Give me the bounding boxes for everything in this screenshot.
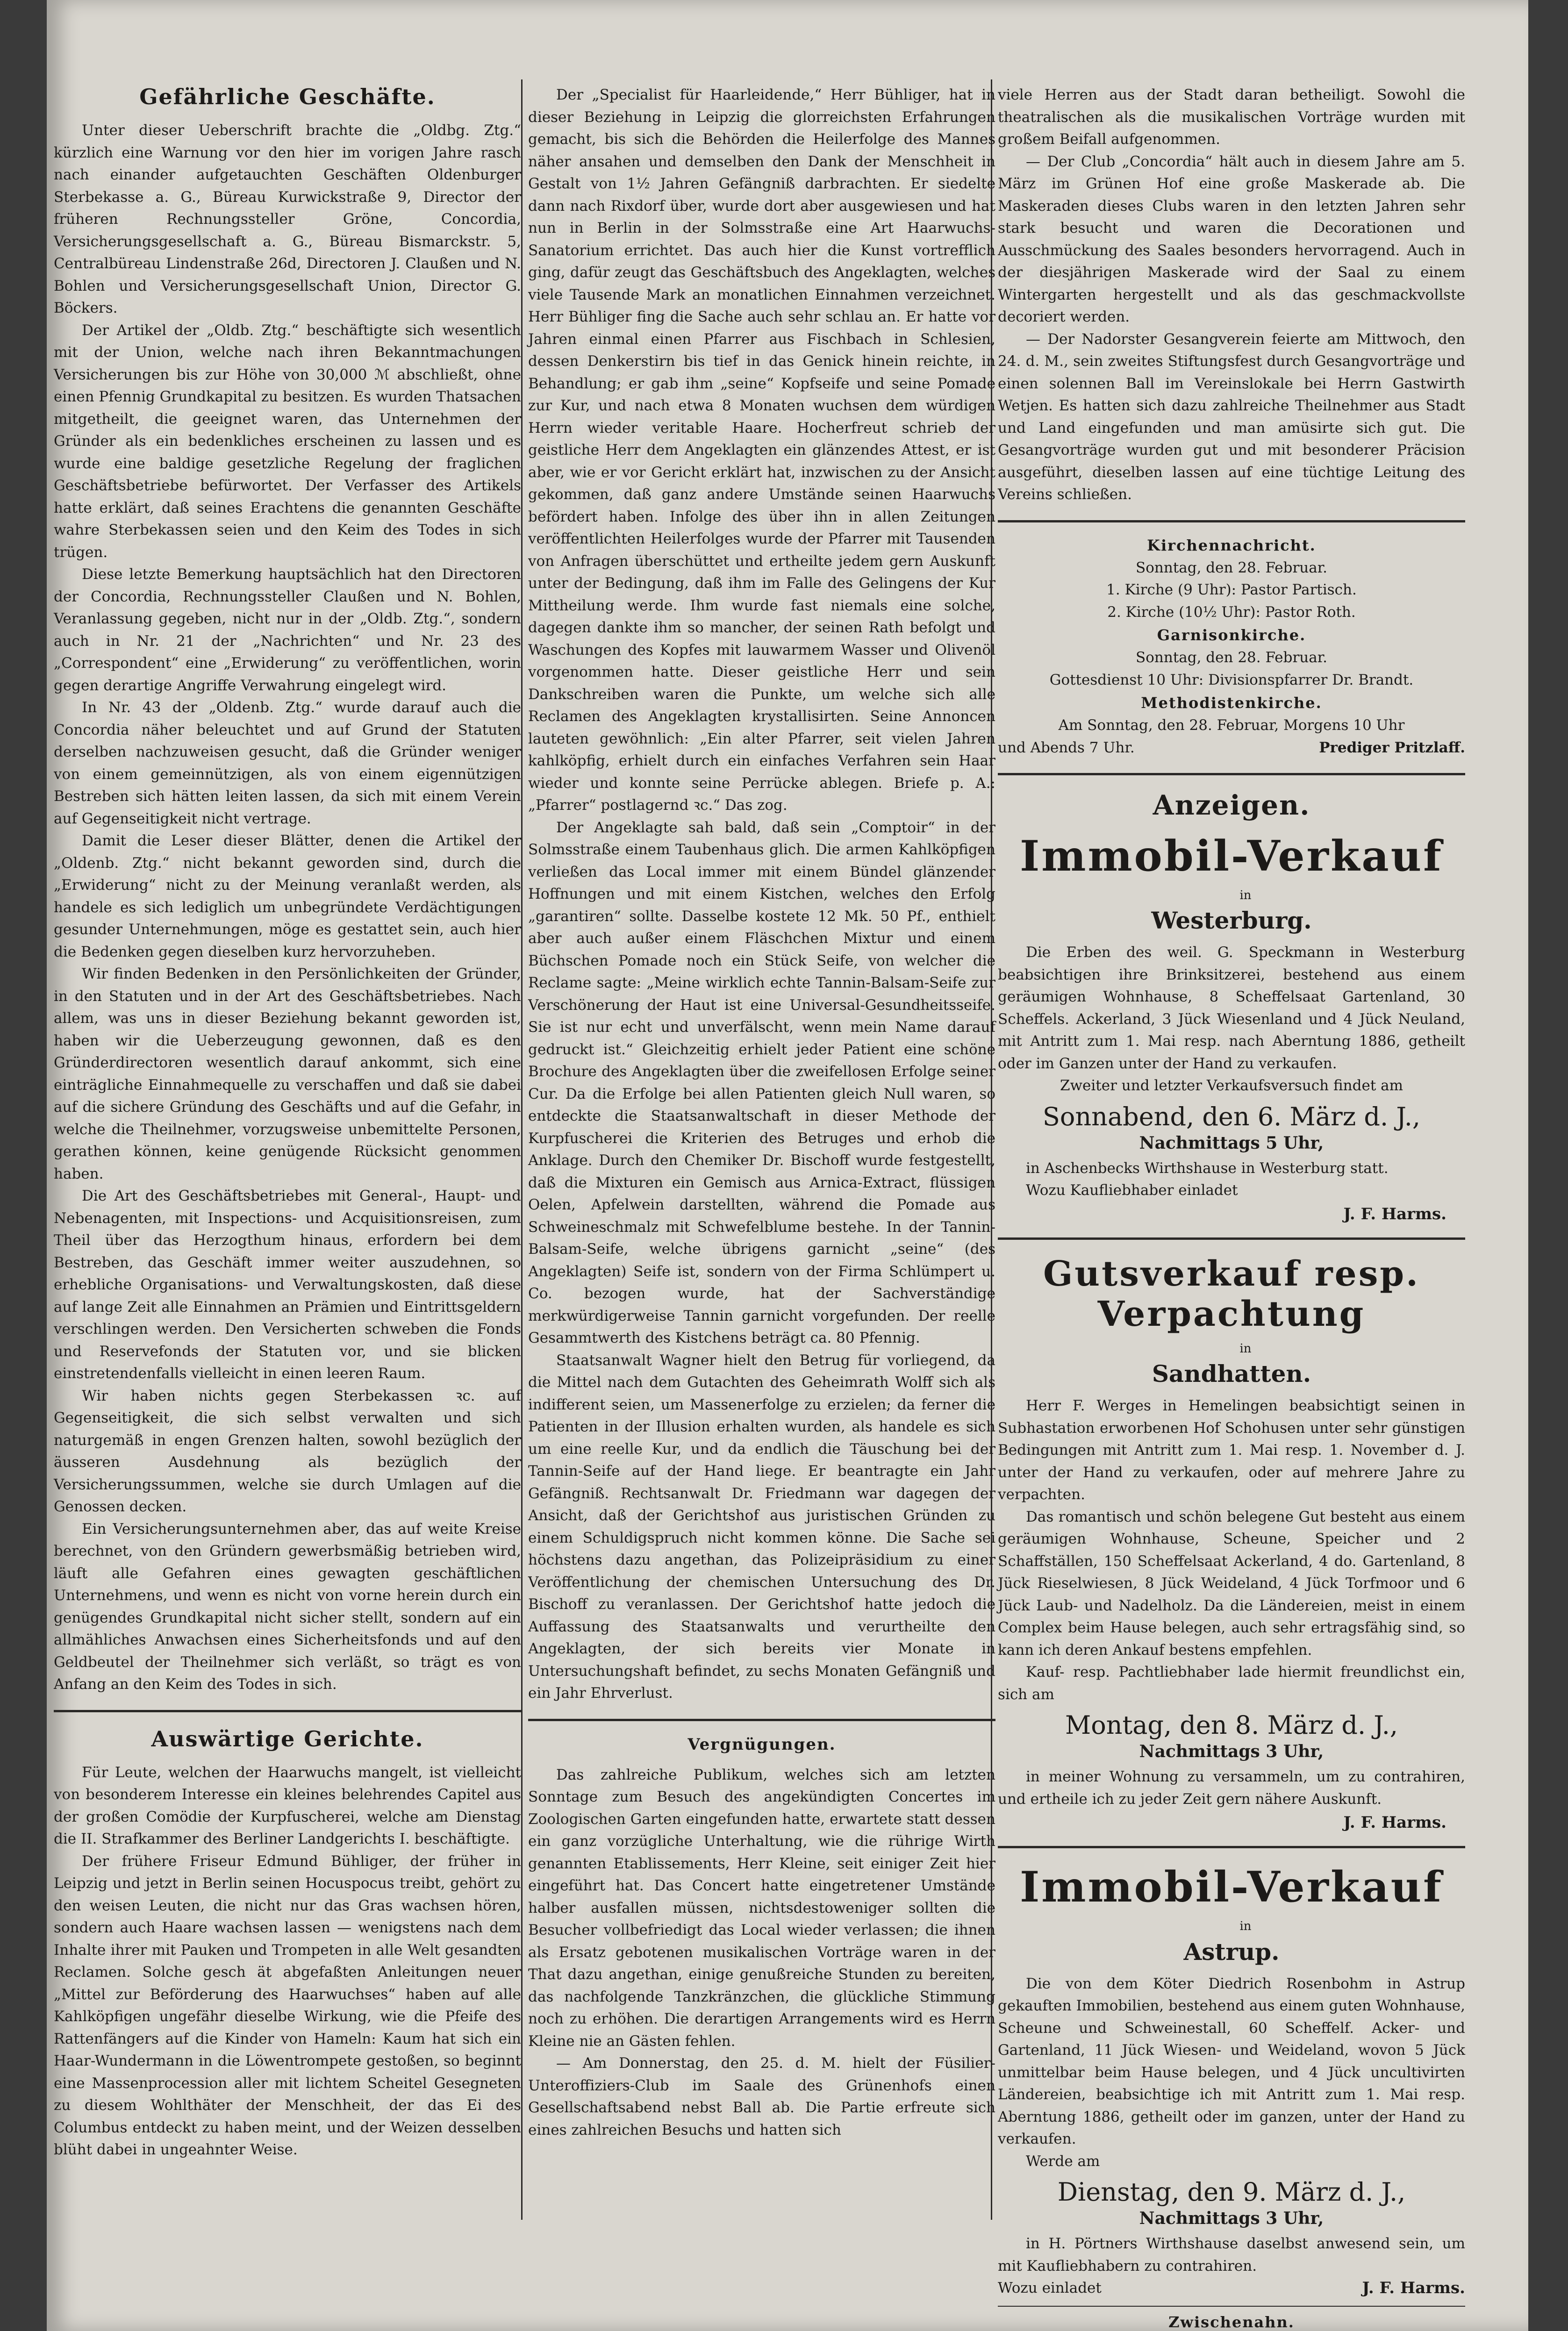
article-paragraph: Staatsanwalt Wagner hielt den Betrug für vorliegend, da die Mittel nach dem Gutachten des Geheimrath Wolff sich als indifferent seien, um Massenerfolge zu erzielen; da ferner die Patienten in der Illusion erhalten wurden, als handele es sich um eine reelle Kur, und da endlich die Täuschung bei der Tannin-Seife auf der Hand liege. Er beantragte ein Jahr Gefängniß. Rechtsanwalt Dr. Friedmann war dagegen der Ansicht, daß der Gerichtshof aus juristischen Gründen zu einem Schuldigspruch nicht kommen könne. Die Sache sei höchstens dazu angethan, das Polizeipräsidium zu einer Veröffentlichung der chemischen Untersuchung des Dr. Bischoff zu veranlassen. Der Gerichtshof hatte jedoch die Auffassung des Staatsanwalts und verurtheilte den Angeklagten, der sich bereits vier Monate in Untersuchungshaft befindet, zu sechs Monaten Gefängniß und ein Jahr Ehrverlust.: [528, 1351, 995, 1702]
article-paragraph: Wir haben nichts gegen Sterbekassen ꝛc. auf Gegenseitigkeit, die sich selbst verwalten und sich naturgemäß in engen Grenzen halten, sowohl bezüglich der äusseren Ausdehnung als bezüglich der Versicherungssummen, welche sie durch Umlagen auf die Genossen decken.: [54, 1387, 521, 1515]
ad-zwischenahn: [998, 2313, 1465, 2331]
ad-place: Westerburg.: [1151, 907, 1312, 934]
church-title: Methodistenkirche.: [1141, 694, 1322, 712]
ad-time: Nachmittags 3 Uhr,: [1139, 2209, 1324, 2228]
ad-text: in Aschenbecks Wirthshause in Westerburg statt.: [1026, 1159, 1389, 1177]
ad-text: Die Erben des weil. G. Speckmann in Westerburg beabsichtigen ihre Brinksitzerei, bestehend aus einem geräumigen Wohnhause, 8 Scheffelsaat Gartenland, 30 Scheffels. Ackerland, 3 Jück Wiesenland und 4 Jück Neuland, mit Antritt zum 1. Mai resp. nach Aberntung 1886, getheilt oder im Ganzen unter der Hand zu verkaufen.: [998, 944, 1465, 1072]
ad-gutsverkauf-sandhatten: [998, 1254, 1465, 1832]
ad-immobil-westerburg: [998, 831, 1465, 1223]
article-paragraph: viele Herren aus der Stadt daran betheiligt. Sowohl die theatralischen als die musikalischen Vorträge wurden mit großem Beifall aufgenommen.: [998, 86, 1465, 148]
newspaper-page: [47, 0, 1528, 2331]
church-date: Sonntag, den 28. Februar.: [1135, 559, 1328, 576]
church-line: Gottesdienst 10 Uhr: Divisionspfarrer Dr. Brandt.: [1049, 671, 1414, 688]
ad-signature: J. F. Harms.: [1362, 2279, 1465, 2297]
ad-date: Sonnabend, den 6. März d. J.,: [1042, 1101, 1421, 1131]
article-paragraph: Ein Versicherungsunternehmen aber, das auf weite Kreise berechnet, von den Gründern gewerbsmäßig betrieben wird, läuft alle Gefahren eines gewagten geschäftlichen Unternehmens, und wenn es nicht von vorne herein durch ein genügendes Grundkapital nicht sicher stellt, sondern auf ein allmähliches Anwachsen eines Sicherheitsfonds und auf den Geldbeutel der Theilnehmer sich verläßt, so trägt es von Anfang an den Keim des Todes in sich.: [54, 1520, 521, 1693]
column-2: [528, 84, 995, 2141]
church-line: 2. Kirche (10½ Uhr): Pastor Roth.: [1107, 603, 1356, 621]
ad-place: Sandhatten.: [1152, 1360, 1311, 1387]
column-3: [998, 84, 1465, 2331]
article-paragraph: Das zahlreiche Publikum, welches sich am letzten Sonntage zum Besuch des angekündigten Concertes im Zoologischen Garten eingefunden hatte, erwartete statt dessen ein ganz vorzügliche Unterhaltung, wie die rührige Wirth genannten Etablissements, Herr Kleine, seit einiger Zeit hier eingeführt hat. Das Concert hatte eingetretener Umstände halber ausfallen müssen, nichtsdestoweniger sollten die Besucher vollbefriedigt das Local wieder verlassen; die ihnen als Ersatz gebotenen musikalischen Vorträge waren in der That dazu angethan, einige genußreiche Stunden zu bereiten, das nachfolgende Tanzkränzchen, die glückliche Stimmung noch zu erhöhen. Die derartigen Arrangements wird es Herrn Kleine nie an Gästen fehlen.: [528, 1766, 995, 2050]
article-paragraph: Die Art des Geschäftsbetriebes mit General-, Haupt- und Nebenagenten, mit Inspections- und Acquisitionsreisen, zum Theil über das Herzogthum hinaus, erfordern bei dem Bestreben, das Geschäft immer weiter auszudehnen, so erhebliche Organisations- und Verwaltungskosten, daß diese auf lange Zeit alle Einnahmen an Prämien und Eintrittsgeldern verschlingen werden. Den Versicherten schweben die Fonds und Reservefonds der Statuten vor, und sie blicken einstretendenfalls vielleicht in einen leeren Raum.: [54, 1187, 521, 1382]
ad-signature: J. F. Harms.: [1343, 1813, 1446, 1832]
ad-time: Nachmittags 3 Uhr,: [1139, 1742, 1324, 1761]
article-paragraph: — Der Nadorster Gesangverein feierte am Mittwoch, den 24. d. M., sein zweites Stiftungsfest durch Gesangvorträge und einen solennen Ball im Vereinslokale bei Herrn Gastwirth Wetjen. Es hatten sich dazu zahlreiche Theilnehmer aus Stadt und Land eingefunden und man amüsirte sich gut. Die Gesangvorträge wurden gut und mit besonderer Präcision ausgeführt, dieselben lassen auf eine tüchtige Leitung des Vereins schließen.: [998, 330, 1465, 503]
column-rule: [521, 79, 523, 2220]
article-paragraph: Diese letzte Bemerkung hauptsächlich hat den Directoren der Concordia, Rechnungssteller Claußen und N. Bohlen, Veranlassung gegeben, nicht nur in der „Oldb. Ztg.“, sondern auch in Nr. 21 der „Nachrichten“ und Nr. 23 des „Correspondent“ eine „Erwiderung“ zu veröffentlichen, worin gegen derartige Angriffe Verwahrung eingelegt wird.: [54, 566, 521, 694]
article-title: Auswärtige Gerichte.: [151, 1726, 424, 1752]
section-rule: [528, 1719, 995, 1721]
ad-in: in: [1239, 1919, 1252, 1933]
ad-in: in: [1239, 1341, 1252, 1356]
ad-text: Wozu Kaufliebhaber einladet: [1026, 1182, 1238, 1199]
ads-heading: Anzeigen.: [1153, 789, 1310, 821]
church-preacher: Prediger Pritzlaff.: [1319, 739, 1465, 756]
article-paragraph: Damit die Leser dieser Blätter, denen die Artikel der „Oldenb. Ztg.“ nicht bekannt geworden sind, durch die „Erwiderung“ nicht zu der Meinung veranlaßt werden, als handele es sich lediglich um unbegründete Verdächtigungen gesunder Unternehmungen, möge es gestattet sein, auch hier die Bedenken gegen dieselben kurz hervorzuheben.: [54, 832, 521, 960]
ad-text: Wozu einladet: [998, 2280, 1102, 2296]
section-rule: [998, 520, 1465, 522]
article-paragraph: Der Angeklagte sah bald, daß sein „Comptoir“ in der Solmsstraße einem Taubenhaus glich. Die armen Kahlköpfigen verließen das Local immer mit einem Bündel glänzender Hoffnungen und mit einem Kistchen, welches den Erfolg „garantiren“ sollte. Dasselbe kostete 12 Mk. 50 Pf., enthielt aber auch außer einem Fläschchen Mixtur und einem Büchschen Pomade noch ein Stück Seife, von welcher die Reclame sagte: „Meine wirklich echte Tannin-Balsam-Seife zur Verschönerung der Haut ist eine Universal-Gesundheitsseife. Sie ist nur echt und unverfälscht, wenn mein Name darauf gedruckt ist.“ Gleichzeitig erhielt jeder Patient eine schöne Brochure des Angeklagten über die zweifellosen Erfolge seiner Cur. Da die Erfolge bei allen Patienten gleich Null waren, so entdeckte die Staatsanwaltschaft in dieser Methode der Kurpfuscherei die Kriterien des Betruges und erhob die Anklage. Durch den Chemiker Dr. Bischoff wurde festgestellt, daß die Mixturen ein Gemisch aus Arnica-Extract, flüssigen Oelen, Apfelwein darstellten, während die Pomade aus Schweineschmalz mit Schwefelblume bestehe. In der Tannin-Balsam-Seife, welche übrigens garnicht „seine“ (des Angeklagten) Seife ist, sondern von der Firma Schlümpert u. Co. bezogen wurde, hat der Sachverständige merkwürdigerweise Tannin garnicht vorgefunden. Der reelle Gesammtwerth des Kistchens beträgt ca. 80 Pfennig.: [528, 819, 995, 1346]
ad-time: Nachmittags 5 Uhr,: [1139, 1133, 1324, 1153]
ad-text: in meiner Wohnung zu versammeln, um zu contrahiren, und ertheile ich zu jeder Zeit gern nähere Auskunft.: [998, 1768, 1465, 1808]
church-notices: [998, 536, 1465, 759]
ad-in: in: [1239, 888, 1252, 902]
church-line: Am Sonntag, den 28. Februar, Morgens 10 Uhr: [1058, 717, 1405, 734]
article-paragraph: Für Leute, welchen der Haarwuchs mangelt, ist vielleicht von besonderem Interesse ein kleines belehrendes Capitel aus der großen Comödie der Kurpfuscherei, welche am Dienstag die II. Strafkammer des Berliner Landgerichts I. beschäftigte.: [54, 1764, 521, 1847]
article-paragraph: — Am Donnerstag, den 25. d. M. hielt der Füsilier-Unteroffiziers-Club im Saale des Grünenhofs einen Gesellschaftsabend nebst Ball ab. Die Partie erfreute sich eines zahlreichen Besuchs und hatten sich: [528, 2055, 995, 2138]
article-title: Gefährliche Geschäfte.: [139, 84, 436, 109]
section-rule: [998, 773, 1465, 775]
ad-text: Zweiter und letzter Verkaufsversuch findet am: [1060, 1077, 1403, 1094]
article-paragraph: Unter dieser Ueberschrift brachte die „Oldbg. Ztg.“ kürzlich eine Warnung vor den hier im vorigen Jahre rasch nach einander aufgetauchten Geschäften Oldenburger Sterbekasse a. G., Büreau Kurwickstraße 9, Director der früheren Rechnungssteller Gröne, Concordia, Versicherungsgesellschaft a. G., Büreau Bismarckstr. 5, Centralbüreau Lindenstraße 26d, Directoren J. Claußen und N. Bohlen und Versicherungsgesellschaft Union, Director G. Böckers.: [54, 122, 521, 316]
ad-text: Herr F. Werges in Hemelingen beabsichtigt seinen in Subhastation erworbenen Hof Schohusen unter sehr günstigen Bedingungen mit Antritt zum 1. Mai resp. 1. November d. J. unter der Hand zu verkaufen, oder auf mehrere Jahre zu verpachten.: [998, 1397, 1465, 1503]
ad-date: Montag, den 8. März d. J.,: [1065, 1710, 1398, 1740]
article-paragraph: In Nr. 43 der „Oldenb. Ztg.“ wurde darauf auch die Concordia näher beleuchtet und auf Grund der Statuten derselben nachzuweisen gesucht, daß die Gründer weniger von einem gemeinnützigen, als von einem eigennützigen Bestreben sich hätten leiten lassen, da sich mit einem Verein auf Gegenseitigkeit nicht vertrage.: [54, 699, 521, 827]
ad-text: in H. Pörtners Wirthshause daselbst anwesend sein, um mit Kaufliebhabern zu contrahiren.: [998, 2235, 1465, 2274]
section-title: Vergnügungen.: [687, 1735, 836, 1754]
article-paragraph: — Der Club „Concordia“ hält auch in diesem Jahre am 5. März im Grünen Hof eine große Maskerade ab. Die Maskeraden dieses Clubs waren in den letzten Jahren sehr stark besucht und waren die Decorationen und Ausschmückung des Saales besonders hervorragend. Auch in der diesjährigen Maskerade wird der Saal zu einem Wintergarten hergestellt und als das geschmackvollste decoriert werden.: [998, 153, 1465, 325]
ad-place: Zwischenahn.: [1168, 2313, 1295, 2331]
church-title: Garnisonkirche.: [1157, 626, 1306, 644]
section-rule: [998, 1846, 1465, 1848]
church-title: Kirchennachricht.: [1147, 536, 1316, 554]
church-line: 1. Kirche (9 Uhr): Pastor Partisch.: [1106, 581, 1357, 598]
article-paragraph: Der Artikel der „Oldb. Ztg.“ beschäftigte sich wesentlich mit der Union, welche nach ihren Bekanntmachungen Versicherungen bis zur Höhe von 30,000 ℳ abschließt, ohne einen Pfennig Grundkapital zu besitzen. Es wurden Thatsachen mitgetheilt, die geeignet waren, das Unternehmen der Gründer als ein bedenkliches erscheinen zu lassen und es wurde eine baldige gesetzliche Regelung der fraglichen Geschäftsbetriebe befürwortet. Der Verfasser des Artikels hatte erklärt, daß seines Erachtens die genannten Geschäfte wahre Sterbekassen seien und den Keim des Todes in sich trügen.: [54, 322, 522, 561]
article-paragraph: Der „Specialist für Haarleidende,“ Herr Bühliger, hat in dieser Beziehung in Leipzig die glorreichsten Erfahrungen gemacht, bis sich die Behörden die Heilerfolge des Mannes näher ansahen und demselben den Dank der Menschheit in Gestalt von 1½ Jahren Gefängniß darbrachten. Er siedelte dann nach Rixdorf über, wurde dort aber ausgewiesen und hat nun in Berlin in der Solmsstraße eine Art Haarwuchs-Sanatorium errichtet. Das auch hier die Kunst vortrefflich ging, dafür zeugt das Geschäftsbuch des Angeklagten, welches viele Tausende Mark an monatlichen Einnahmen verzeichnet. Herr Bühliger fing die Sache auch sehr schlau an. Er hatte vor Jahren einmal einen Pfarrer aus Fischbach in Schlesien, dessen Denkerstirn bis tief in das Genick hinein reichte, in Behandlung; er gab ihm „seine“ Kopfseife und seine Pomade zur Kur, und nach etwa 8 Monaten wuchsen dem würdigen Herrn wieder veritable Haare. Hocherfreut schrieb der geistliche Herr dem Angeklagten ein glänzendes Attest, er ist aber, wie er vor Gericht erklärt hat, inzwischen zu der Ansicht gekommen, daß ganz andere Umstände seinen Haarwuchs befördert haben. Infolge des über ihn in allen Zeitungen veröffentlichten Heilerfolges wurde der Pfarrer mit Tausenden von Anfragen überschüttet und ertheilte jedem gern Auskunft unter der Bedingung, daß ihm im Falle des Gelingens der Kur Mittheilung werde. Ihm wurde fast niemals eine solche, dagegen dankte ihm so mancher, der seinen Rath befolgt und Waschungen des Kopfes mit lauwarmem Wasser und Olivenöl vorgenommen hatte. Dieser geistliche Herr und sein Dankschreiben waren die Punkte, um welche sich alle Reclamen des Angeklagten krystallisirten. Seine Annoncen lauteten gewöhnlich: „Ein alter Pfarrer, seit vielen Jahren kahlköpfig, erhielt durch ein einfaches Verfahren sein Haar wieder und konnte seine Perrücke ablegen. Briefe p. A.: „Pfarrer“ postlagernd ꝛc.“ Das zog.: [528, 86, 995, 814]
ad-text: Das romantisch und schön belegene Gut besteht aus einem geräumigen Wohnhause, Scheune, Speicher und 2 Schaffställen, 150 Scheffelsaat Ackerland, 4 do. Gartenland, 8 Jück Rieselwiesen, 8 Jück Weideland, 4 Jück Torfmoor und 6 Jück Laub- und Nadelholz. Da die Ländereien, meist in einem Complex beim Hause belegen, auch sehr ertragsfähig sind, so kann ich deren Ankauf bestens empfehlen.: [998, 1508, 1465, 1659]
article-paragraph: Der frühere Friseur Edmund Bühliger, der früher in Leipzig und jetzt in Berlin seinen Hocuspocus treibt, gehört zu den weisen Leuten, die nicht nur das Gras wachsen hören, sondern auch Haare wachsen lassen — wenigstens nach dem Inhalte ihrer mit Pauken und Trompeten in alle Welt gesandten Reclamen. Solche gesch ät abgefaßten Anleitungen neuer „Mittel zur Beförderung des Haarwuchses“ haben auf alle Kahlköpfigen ungefähr dieselbe Wirkung, wie die Pfeife des Rattenfängers auf die Kinder von Hameln: Kaum hat sich ein Haar-Wundermann in die Löwentrompete gestoßen, so beginnt eine Massenprocession aller mit lichtem Scheitel Gesegneten zu diesem Wohlthäter der Menschheit, der das Ei des Columbus entdeckt zu haben meint, und der Weizen desselben blüht dabei in ungeahnter Weise.: [54, 1852, 521, 2158]
ad-title: Immobil-Verkauf: [1020, 831, 1443, 881]
ad-title: Gutsverkauf resp. Verpachtung: [1043, 1253, 1420, 1334]
church-row: [998, 737, 1465, 759]
ad-text: Werde am: [1026, 2152, 1100, 2170]
section-rule: [54, 1710, 521, 1712]
ad-signature: J. F. Harms.: [1343, 1204, 1446, 1223]
column-1: [54, 84, 521, 2161]
article-paragraph: Wir finden Bedenken in den Persönlichkeiten der Gründer, in den Statuten und in der Art des Geschäftsbetriebes. Nach allem, was uns in dieser Beziehung bekannt geworden ist, haben wir die Ueberzeugung gewonnen, daß es den Gründerdirectoren wesentlich darauf ankommt, sich eine einträgliche Einnahmequelle zu verschaffen und daß sie dabei auf die sichere Gründung des Geschäfts und auf die Gefahr, in welche die Theilnehmer, vorzugsweise unbemittelte Personen, gerathen können, keine genügende Rücksicht genommen haben.: [54, 965, 521, 1182]
ad-immobil-astrup: [998, 1862, 1465, 2299]
ad-place: Astrup.: [1183, 1938, 1280, 1966]
section-rule: [998, 1237, 1465, 1240]
church-date: Sonntag, den 28. Februar.: [1135, 649, 1328, 666]
ad-text: Kauf- resp. Pachtliebhaber lade hiermit freundlichst ein, sich am: [998, 1664, 1465, 1703]
ad-text: Die von dem Köter Diedrich Rosenbohm in Astrup gekauften Immobilien, bestehend aus einem guten Wohnhause, Scheune und Schweinestall, 60 Scheffelf. Acker- und Gartenland, 11 Jück Wiesen- und Weideland, wovon 5 Jück unmittelbar beim Hause belegen, und 4 Jück uncultivirten Ländereien, beabsichtige ich mit Antritt zum 1. Mai resp. Aberntung 1886, getheilt oder im ganzen, unter der Hand zu verkaufen.: [998, 1975, 1465, 2147]
church-line: und Abends 7 Uhr.: [998, 739, 1135, 756]
ad-title: Immobil-Verkauf: [1020, 1862, 1443, 1912]
ad-date: Dienstag, den 9. März d. J.,: [1057, 2177, 1406, 2207]
section-rule: [998, 2306, 1465, 2307]
ad-row: [998, 2277, 1465, 2299]
